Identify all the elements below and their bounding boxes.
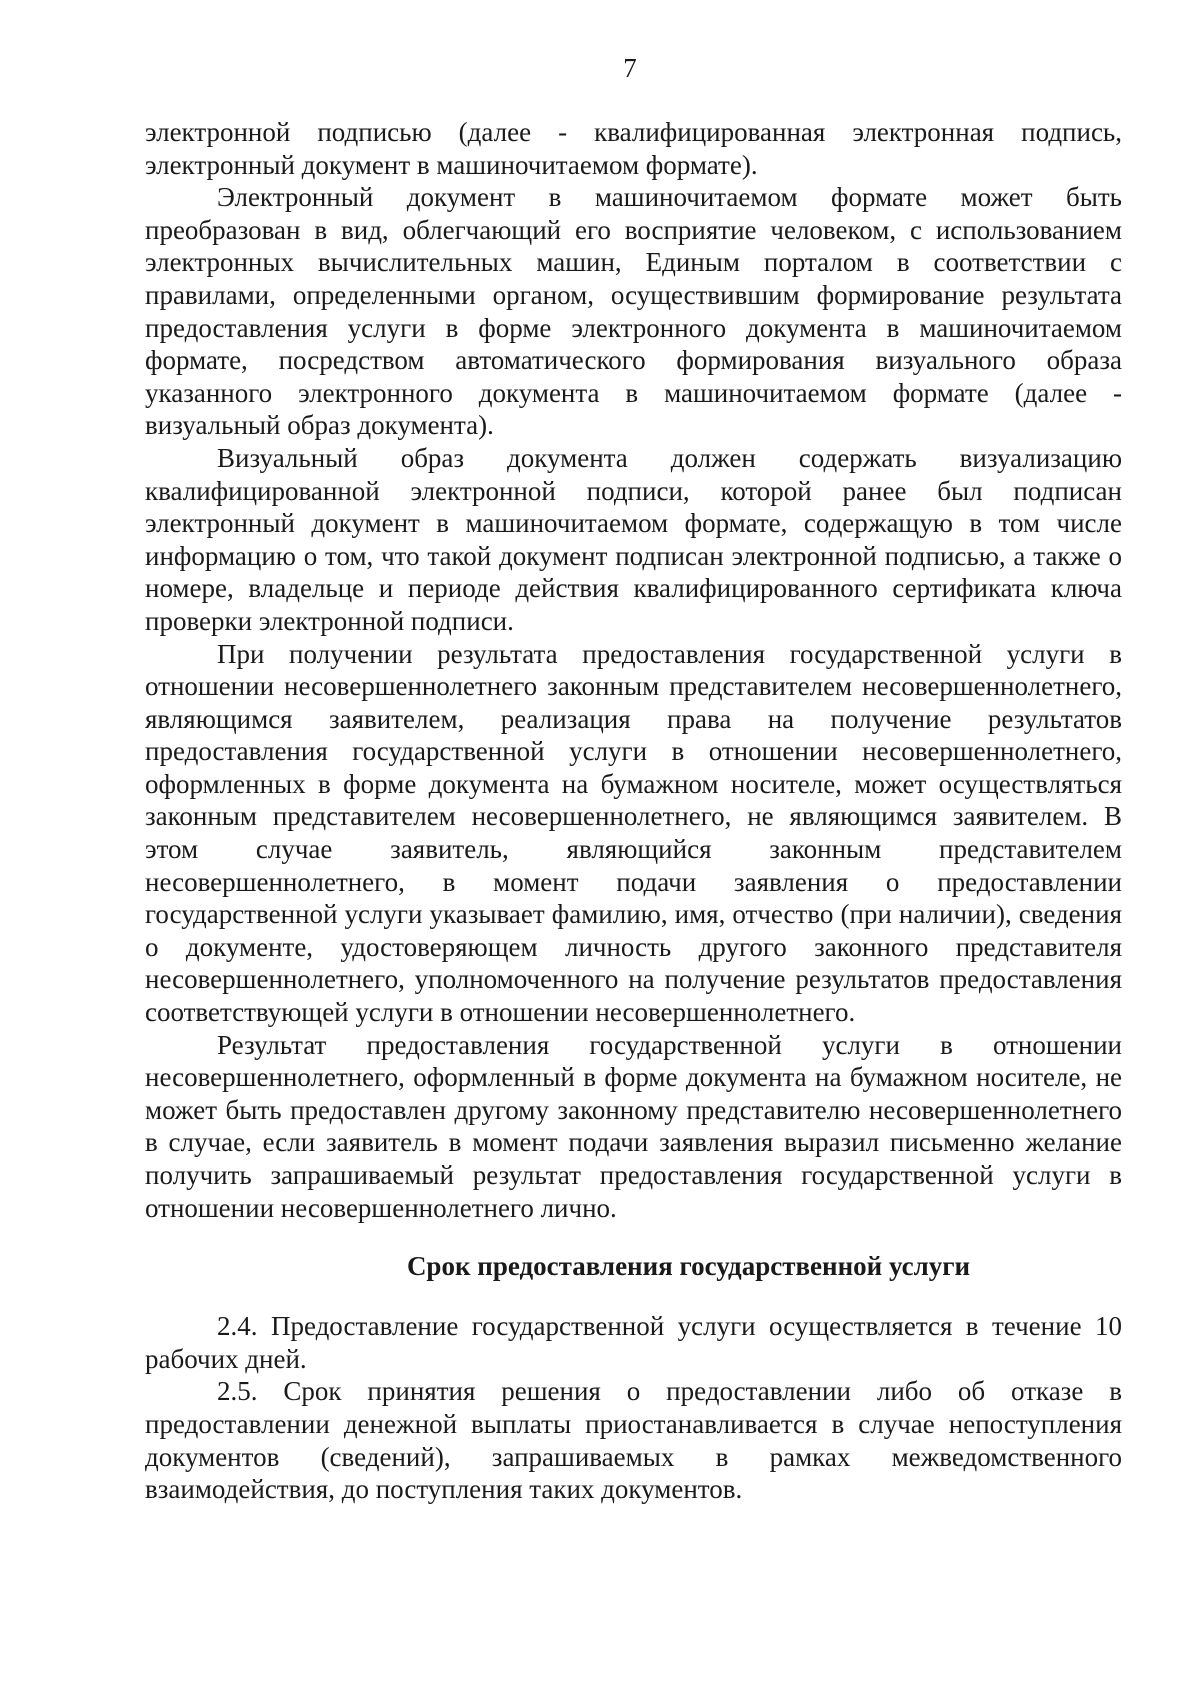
paragraph-result-paper-document: Результат предоставления государственной услуги в отношении несовершеннолетнего, оформленный в форме документа на бумажном носителе, не может быть предоставлен другому законному представителю несовершеннолетнего в случае, если заявитель в момент подачи заявления выразил письменно желание получить запрашиваемый результат предоставления государственной услуги в отношении несовершеннолетнего лично. (145, 1029, 1122, 1223)
paragraph-visual-image: Визуальный образ документа должен содержать визуализацию квалифицированной электронной подписи, которой ранее был подписан электронный документ в машиночитаемом формате, содержащую в том числе информацию о том, что такой документ подписан электронной подписью, а также о номере, владельце и периоде действия квалифицированного сертификата ключа проверки электронной подписи. (145, 442, 1122, 636)
paragraph-continuation: электронной подписью (далее - квалифицированная электронная подпись, электронный документ в машиночитаемом формате). (145, 117, 1122, 180)
paragraph-minor-representative: При получении результата предоставления государственной услуги в отношении несовершеннолетнего законным представителем несовершеннолетнего, являющимся заявителем, реализация права на получение результатов предоставления государственной услуги в отношении несовершеннолетнего, оформленных в форме документа на бумажном носителе, может осуществляться законным представителем несовершеннолетнего, не являющимся заявителем. В этом случае заявитель, являющийся законным представителем несовершеннолетнего, в момент подачи заявления о предоставлении государственной услуги указывает фамилию, имя, отчество (при наличии), сведения о документе, удостоверяющем личность другого законного представителя несовершеннолетнего, уполномоченного на получение результатов предоставления соответствующей услуги в отношении несовершеннолетнего. (145, 638, 1122, 1028)
section-heading: Срок предоставления государственной услуги (406, 1251, 971, 1282)
paragraph-2-5: 2.5. Срок принятия решения о предоставлении либо об отказе в предоставлении денежной выплаты приостанавливается в случае непоступления документов (сведений), запрашиваемых в рамках межведомственного взаимодействия, до поступления таких документов. (145, 1376, 1122, 1505)
paragraph-2-4: 2.4. Предоставление государственной услуги осуществляется в течение 10 рабочих дней. (145, 1311, 1122, 1374)
page-number: 7 (623, 53, 637, 83)
document-body (145, 116, 1122, 1506)
paragraph-machine-readable-document: Электронный документ в машиночитаемом формате может быть преобразован в вид, облегчающий его восприятие человеком, с использованием электронных вычислительных машин, Единым порталом в соответствии с правилами, определенными органом, осуществившим формирование результата предоставления услуги в форме электронного документа в машиночитаемом формате, посредством автоматического формирования визуального образа указанного электронного документа в машиночитаемом формате (далее - визуальный образ документа). (145, 182, 1122, 441)
